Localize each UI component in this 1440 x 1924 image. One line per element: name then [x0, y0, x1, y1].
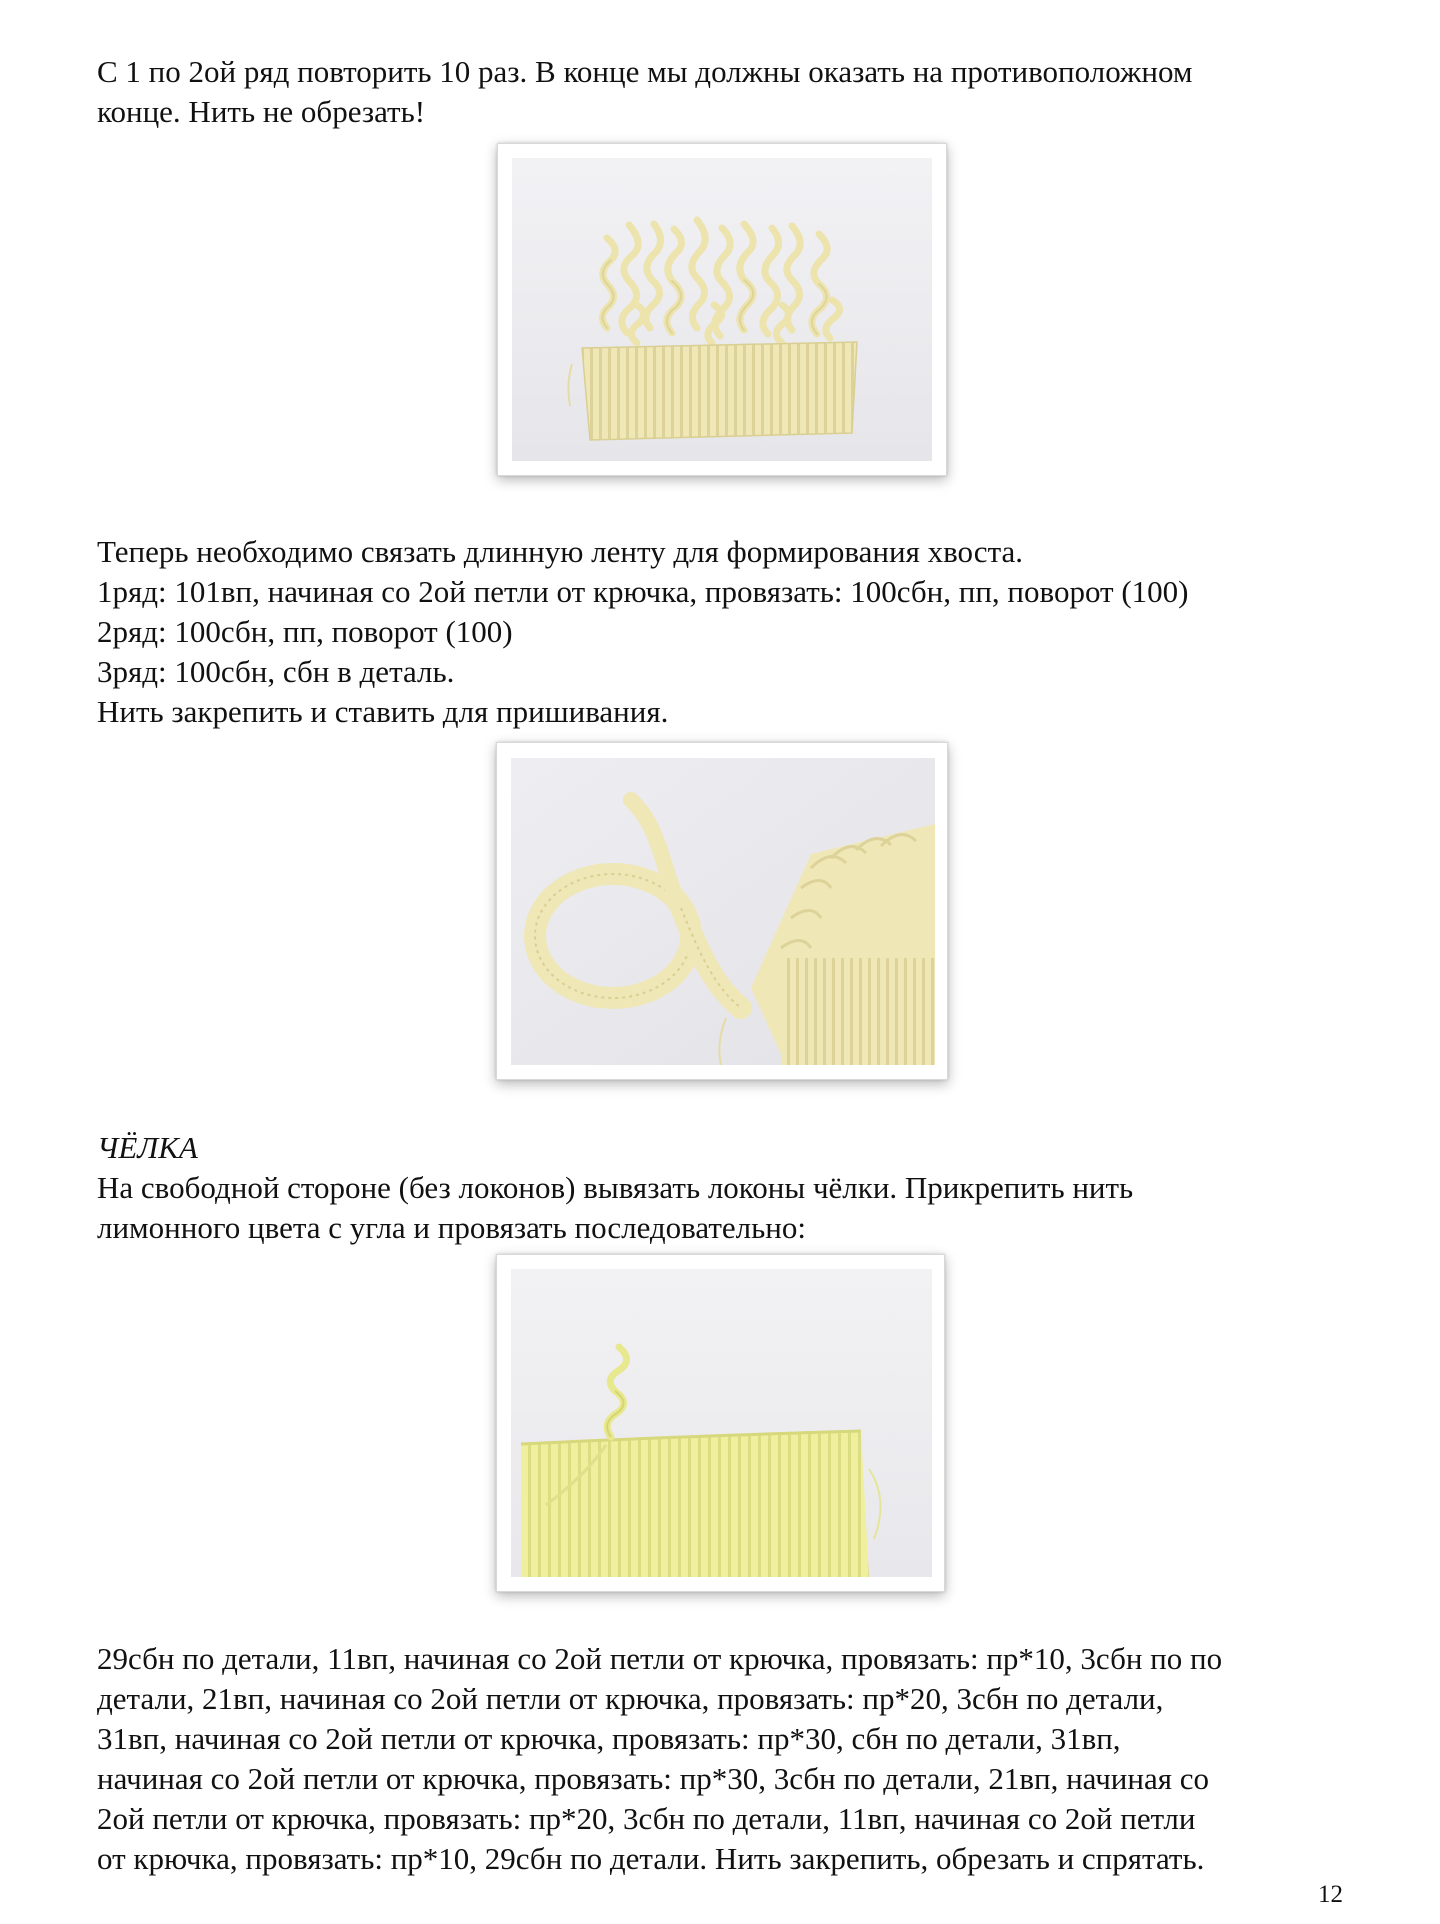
text-line: Теперь необходимо связать длинную ленту для формирования хвоста. [97, 534, 1024, 569]
text-line: лимонного цвета с угла и провязать последовательно: [97, 1210, 806, 1245]
text-line: от крючка, провязать: пр*10, 29сбн по детали. Нить закрепить, обрезать и спрятать. [97, 1841, 1205, 1876]
text-line: детали, 21вп, начиная со 2ой петли от крючка, провязать: пр*20, 3сбн по детали, [97, 1681, 1164, 1716]
page-number: 12 [1318, 1881, 1343, 1908]
photo-curls-frame [497, 143, 947, 476]
bangs-paragraph [97, 1128, 1357, 1248]
intro-paragraph [97, 52, 1357, 132]
text-line: начиная со 2ой петли от крючка, провязать: пр*30, 3сбн по детали, 21вп, начиная со [97, 1761, 1209, 1796]
text-line: 29сбн по детали, 11вп, начиная со 2ой петли от крючка, провязать: пр*10, 3сбн по по [97, 1641, 1223, 1676]
text-line: конце. Нить не обрезать! [97, 94, 426, 129]
photo-bangs-frame [496, 1254, 945, 1592]
ribbon-paragraph [97, 532, 1357, 732]
bangs-instructions-paragraph [97, 1639, 1357, 1879]
text-line: 2ой петли от крючка, провязать: пр*20, 3сбн по детали, 11вп, начиная со 2ой петли [97, 1801, 1196, 1836]
text-line: Нить закрепить и ставить для пришивания. [97, 694, 669, 729]
text-line: На свободной стороне (без локонов) вывязать локоны чёлки. Прикрепить нить [97, 1170, 1134, 1205]
text-line: 3ряд: 100сбн, сбн в деталь. [97, 654, 455, 689]
photo-bangs [511, 1269, 932, 1577]
text-line: С 1 по 2ой ряд повторить 10 раз. В конце мы должны оказать на противоположном [97, 54, 1193, 89]
photo-ribbon-frame [496, 742, 948, 1080]
text-line: 31вп, начиная со 2ой петли от крючка, провязать: пр*30, сбн по детали, 31вп, [97, 1721, 1121, 1756]
photo-curls [512, 158, 932, 461]
text-line: 2ряд: 100сбн, пп, поворот (100) [97, 614, 513, 649]
photo-ribbon [511, 758, 935, 1065]
text-line: 1ряд: 101вп, начиная со 2ой петли от крючка, провязать: 100сбн, пп, поворот (100) [97, 574, 1189, 609]
section-heading-bangs: ЧЁЛКА [97, 1130, 198, 1165]
